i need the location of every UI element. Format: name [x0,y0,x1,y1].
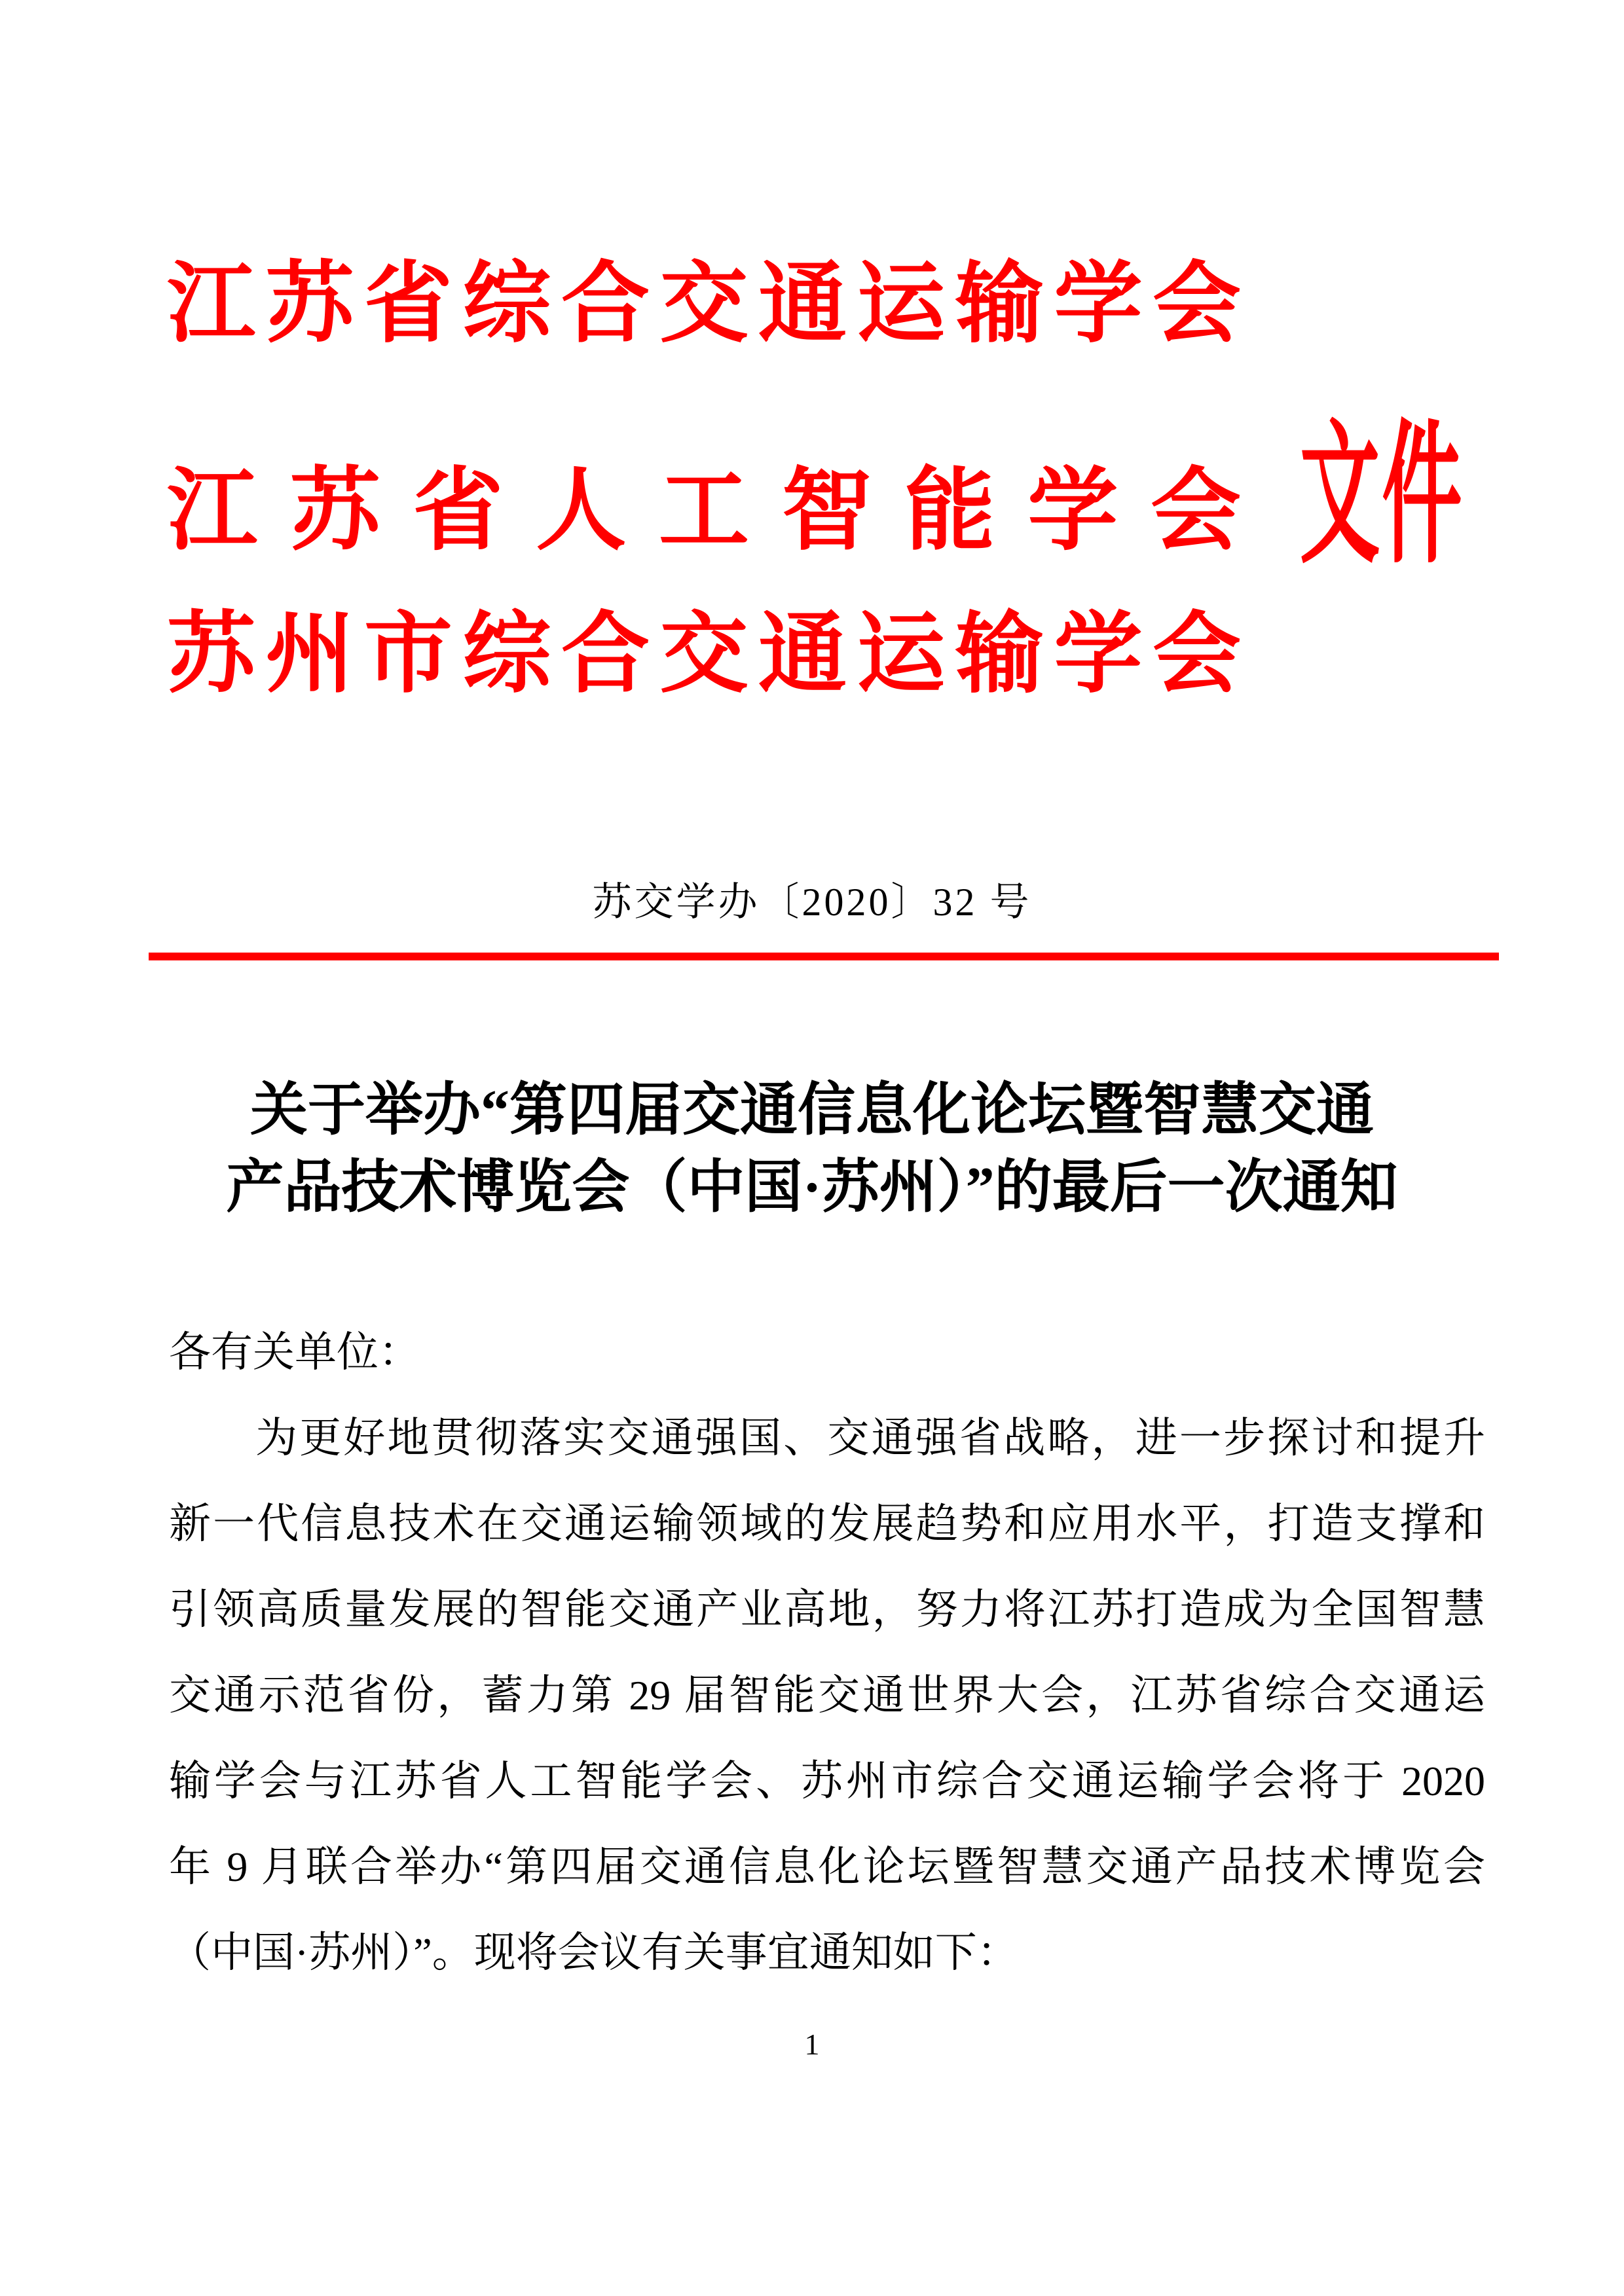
letterhead-org-line-1: 江苏省综合交通运输学会 [167,254,1241,353]
doc-number: 苏交学办〔2020〕32 号 [592,881,1032,924]
page-number: 1 [804,2028,820,2061]
body-paragraph-line: 引领高质量发展的智能交通产业高地，努力将江苏打造成为全国智慧 [169,1586,1485,1633]
notice-body [169,1309,1485,1995]
body-paragraph-line: 年 9 月联合举办“第四届交通信息化论坛暨智慧交通产品技术博览会 [169,1844,1485,1890]
letterhead-org-line-2: 江苏省人工智能学会 [167,460,1241,561]
notice-title-line-1: 关于举办“第四届交通信息化论坛暨智慧交通 [249,1079,1374,1142]
notice-title [190,1072,1434,1227]
body-paragraph-line: （中国·苏州）”。现将会议有关事宜通知如下： [169,1929,1019,1976]
body-paragraph-line: 为更好地贯彻落实交通强国、交通强省战略，进一步探讨和提升 [255,1415,1485,1461]
body-paragraph-line: 输学会与江苏省人工智能学会、苏州市综合交通运输学会将于 2020 [169,1758,1485,1804]
letterhead-org-line-3: 苏州市综合交通运输学会 [167,604,1241,703]
salutation: 各有关单位： [169,1329,420,1376]
red-separator-rule [149,953,1499,960]
doc-type-label: 文件 [1300,409,1464,581]
body-paragraph-line: 新一代信息技术在交通运输领域的发展趋势和应用水平，打造支撑和 [169,1501,1485,1547]
body-paragraph-line: 交通示范省份，蓄力第 29 届智能交通世界大会，江苏省综合交通运 [169,1672,1485,1719]
notice-title-line-2: 产品技术博览会（中国·苏州）”的最后一次通知 [226,1156,1398,1220]
